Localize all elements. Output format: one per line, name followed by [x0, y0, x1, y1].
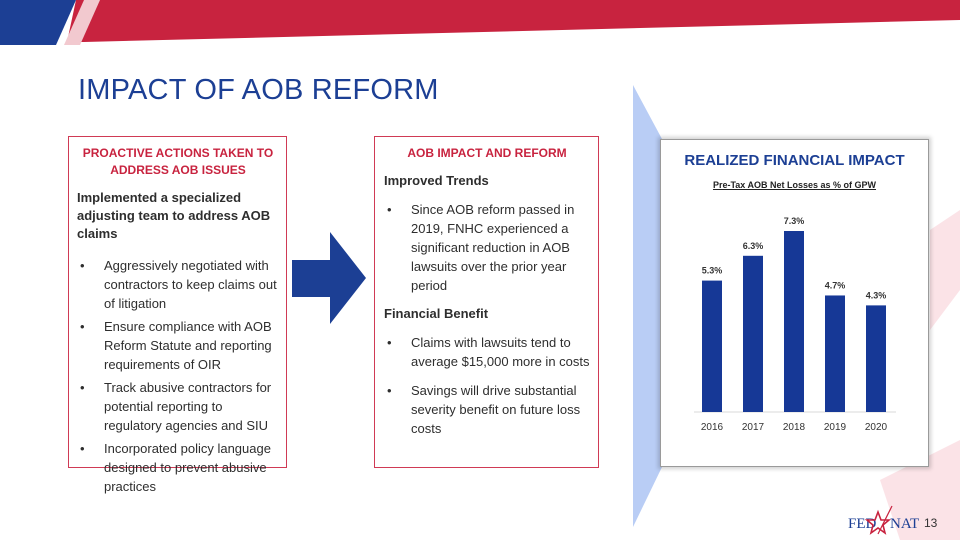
bar-2017 [743, 256, 763, 412]
x-tick-label-2018: 2018 [782, 422, 806, 433]
data-label-2016: 5.3% [701, 265, 723, 276]
proactive-actions-heading: PROACTIVE ACTIONS TAKEN TO ADDRESS AOB ISSUES [82, 146, 274, 177]
list-item: • Track abusive contractors for potential reporting to regulatory agencies and SIU [77, 378, 279, 435]
bar-2016 [702, 281, 722, 412]
data-label-2018: 7.3% [783, 216, 805, 226]
proactive-actions-box [68, 136, 287, 494]
chart-subtitle: Pre-Tax AOB Net Losses as % of GPW [712, 180, 877, 190]
aob-impact-heading: AOB IMPACT AND REFORM [407, 146, 567, 160]
data-label-2019: 4.7% [824, 280, 846, 291]
financial-benefit-heading: Financial Benefit [384, 306, 489, 321]
slide-title: IMPACT OF AOB REFORM [78, 74, 439, 106]
list-item: • Incorporated policy language designed to prevent abusive practices [77, 439, 279, 496]
list-item: • Since AOB reform passed in 2019, FNHC experienced a significant reduction in AOB lawsuits over the prior year period [384, 200, 590, 295]
list-item: • Ensure compliance with AOB Reform Statute and reporting requirements of OIR [77, 317, 279, 374]
improved-trends-heading: Improved Trends [384, 173, 489, 188]
aob-impact-box [374, 136, 599, 468]
x-tick-label-2017: 2017 [741, 422, 765, 433]
logo-right-text: NAT [890, 516, 920, 532]
top-red-band [67, 0, 960, 42]
list-item: • Savings will drive substantial severity benefit on future loss costs [384, 381, 590, 438]
right-pink-accent [930, 210, 960, 330]
page-number: 13 [924, 516, 938, 530]
transition-arrow [292, 232, 366, 324]
bar-2019 [825, 295, 845, 412]
logo-left-text: FED [848, 516, 877, 532]
chart-title: REALIZED FINANCIAL IMPACT [684, 152, 905, 169]
bar-2018 [784, 231, 804, 412]
proactive-actions-lead: Implemented a specialized adjusting team to address AOB claims [77, 190, 271, 241]
financial-benefit-list [384, 333, 590, 438]
net-losses-bar-chart [660, 139, 929, 467]
x-tick-label-2020: 2020 [864, 422, 888, 433]
data-label-2017: 6.3% [742, 240, 764, 251]
zoom-highlight-shape [633, 85, 662, 527]
x-tick-label-2019: 2019 [823, 422, 847, 433]
top-blue-band [0, 0, 76, 45]
list-item: • Aggressively negotiated with contractors to keep claims out of litigation [77, 256, 279, 313]
data-label-2020: 4.3% [865, 290, 887, 301]
proactive-actions-list [77, 256, 279, 496]
fednat-logo [848, 504, 928, 538]
bar-2020 [866, 305, 886, 412]
x-tick-label-2016: 2016 [700, 422, 724, 433]
improved-trends-list [384, 200, 590, 295]
list-item: • Claims with lawsuits tend to average $15,000 more in costs [384, 333, 590, 371]
